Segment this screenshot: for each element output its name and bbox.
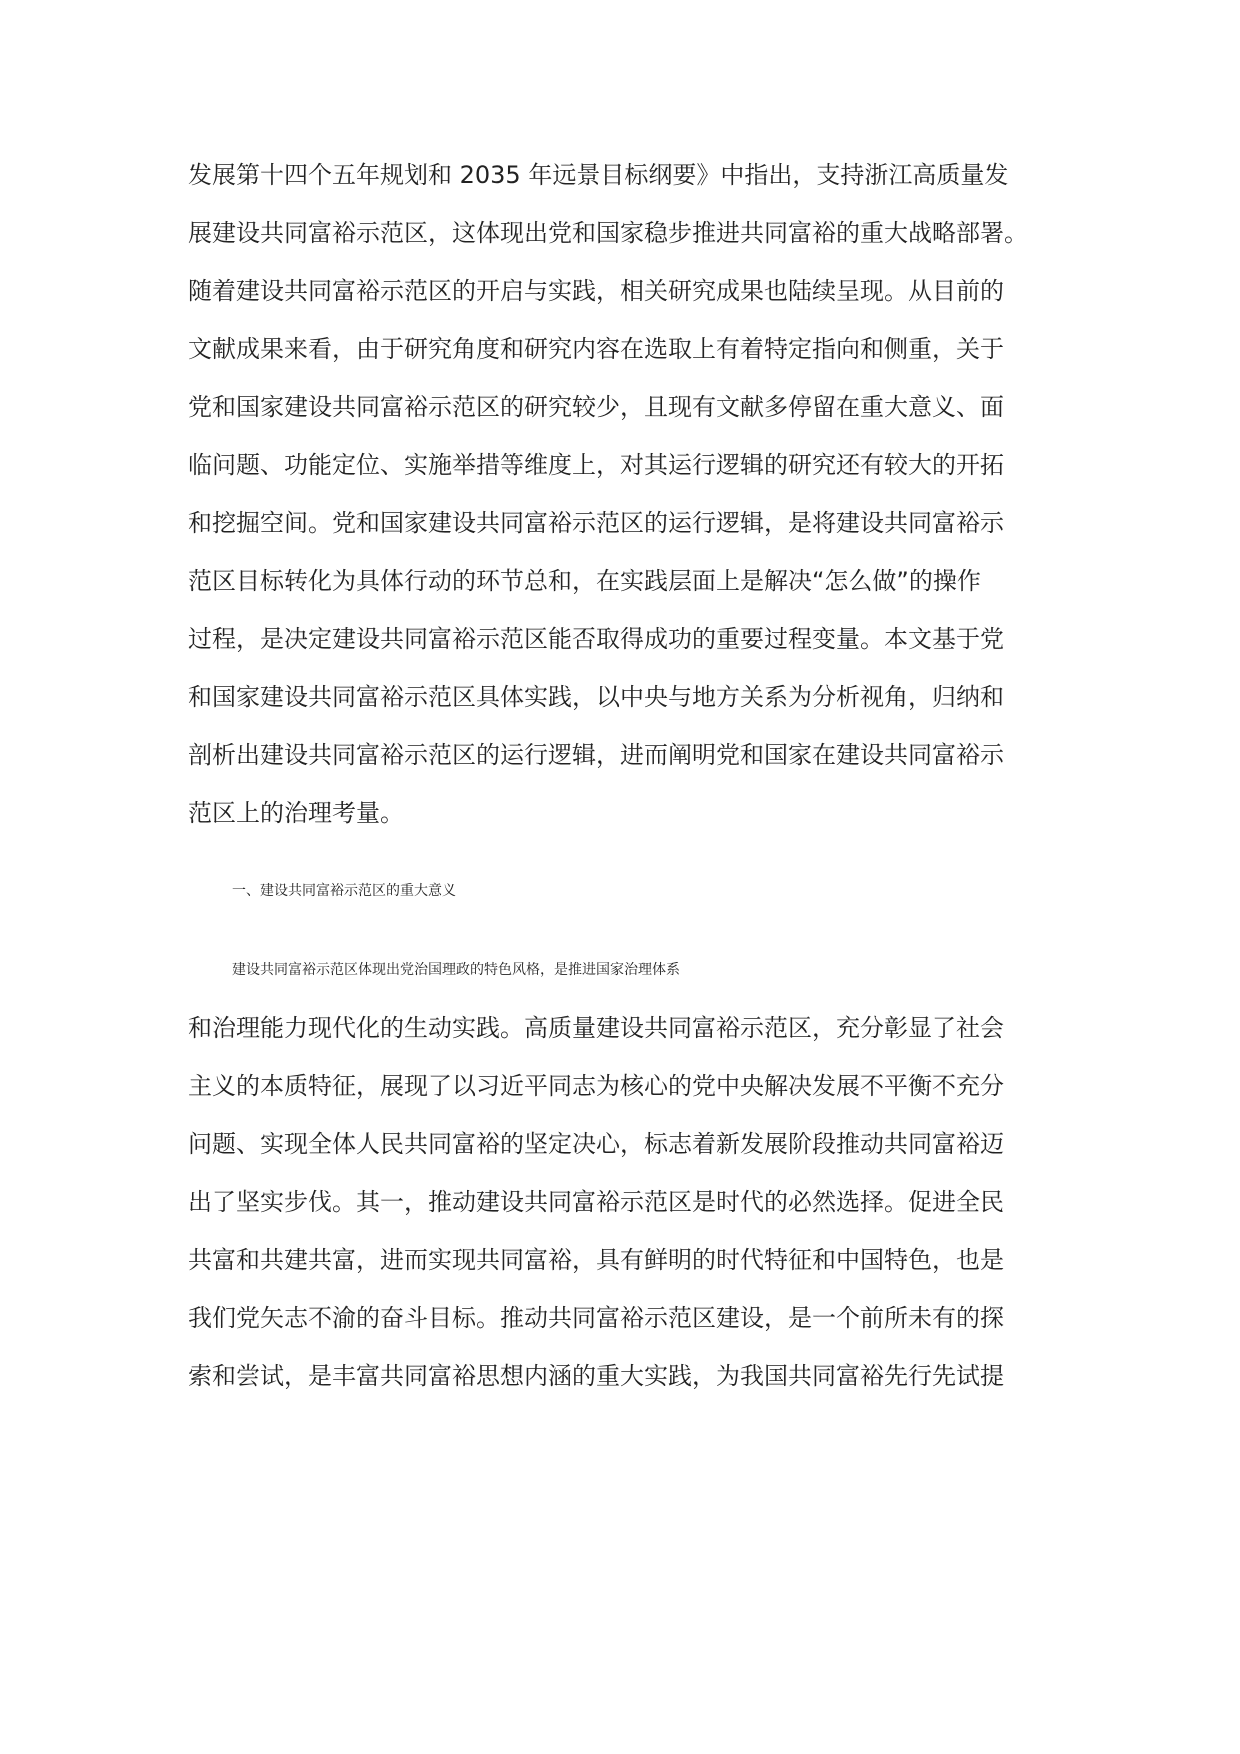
text-line: 主义的本质特征，展现了以习近平同志为核心的党中央解决发展不平衡不充分 bbox=[188, 1072, 1004, 1100]
text-line: 发展第十四个五年规划和 2035 年远景目标纲要》中指出，支持浙江高质量发 bbox=[188, 161, 1009, 189]
text-line: 随着建设共同富裕示范区的开启与实践，相关研究成果也陆续呈现。从目前的 bbox=[188, 277, 1004, 305]
text-line: 出了坚实步伐。其一，推动建设共同富裕示范区是时代的必然选择。促进全民 bbox=[188, 1188, 1004, 1216]
text-line: 党和国家建设共同富裕示范区的研究较少，且现有文献多停留在重大意义、面 bbox=[188, 393, 1004, 421]
text-line: 共富和共建共富，进而实现共同富裕，具有鲜明的时代特征和中国特色，也是 bbox=[188, 1246, 1004, 1274]
text-line: 范区目标转化为具体行动的环节总和，在实践层面上是解决“怎么做”的操作 bbox=[188, 567, 981, 595]
text-line: 范区上的治理考量。 bbox=[188, 799, 404, 827]
text-line: 问题、实现全体人民共同富裕的坚定决心，标志着新发展阶段推动共同富裕迈 bbox=[188, 1130, 1004, 1158]
text-line: 我们党矢志不渝的奋斗目标。推动共同富裕示范区建设，是一个前所未有的探 bbox=[188, 1304, 1004, 1332]
text-line: 过程，是决定建设共同富裕示范区能否取得成功的重要过程变量。本文基于党 bbox=[188, 625, 1004, 653]
text-line: 建设共同富裕示范区体现出党治国理政的特色风格，是推进国家治理体系 bbox=[232, 962, 680, 978]
text-line: 临问题、功能定位、实施举措等维度上，对其运行逻辑的研究还有较大的开拓 bbox=[188, 451, 1004, 479]
text-line: 文献成果来看，由于研究角度和研究内容在选取上有着特定指向和侧重，关于 bbox=[188, 335, 1004, 363]
text-line: 和国家建设共同富裕示范区具体实践，以中央与地方关系为分析视角，归纳和 bbox=[188, 683, 1004, 711]
text-line: 和挖掘空间。党和国家建设共同富裕示范区的运行逻辑，是将建设共同富裕示 bbox=[188, 509, 1004, 537]
text-line: 索和尝试，是丰富共同富裕思想内涵的重大实践，为我国共同富裕先行先试提 bbox=[188, 1362, 1004, 1390]
text-line: 展建设共同富裕示范区，这体现出党和国家稳步推进共同富裕的重大战略部署。 bbox=[188, 219, 1028, 247]
text-line: 剖析出建设共同富裕示范区的运行逻辑，进而阐明党和国家在建设共同富裕示 bbox=[188, 741, 1004, 769]
text-line: 和治理能力现代化的生动实践。高质量建设共同富裕示范区，充分彰显了社会 bbox=[188, 1014, 1004, 1042]
section-heading: 一、建设共同富裕示范区的重大意义 bbox=[232, 883, 456, 899]
